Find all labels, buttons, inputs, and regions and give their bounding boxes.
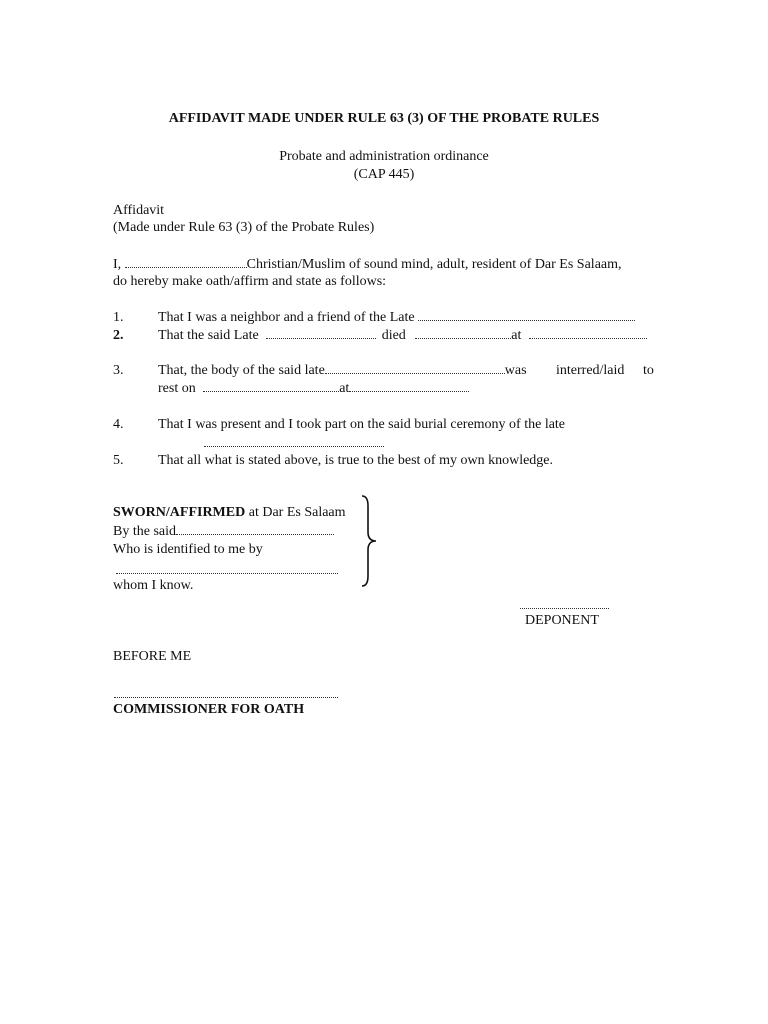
burial-place-blank — [349, 380, 469, 392]
affidavit-label: Affidavit — [113, 203, 165, 218]
body-name-blank — [325, 362, 505, 374]
by-the-said-label: By the said — [113, 524, 176, 539]
item-1-label: That I was a neighbor and a friend of the Late — [158, 310, 415, 325]
item-2-label-c: at — [511, 328, 522, 343]
late-name-blank — [418, 309, 635, 321]
item-3-label-a: That, the body of the said late — [158, 363, 325, 378]
identifier-blank — [116, 573, 338, 574]
intro-line-2: do hereby make oath/affirm and state as follows: — [113, 274, 387, 289]
sworn-label: SWORN/AFFIRMED — [113, 505, 246, 520]
item-4-number: 4. — [113, 417, 124, 432]
commissioner-signature-line — [114, 697, 338, 698]
before-me-label: BEFORE ME — [113, 649, 192, 664]
item-3-number: 3. — [113, 363, 124, 378]
intro-line-1 — [113, 256, 622, 273]
jurat-line-4: whom I know. — [113, 578, 194, 593]
item-3-label-c: interred/laid — [556, 363, 625, 378]
curly-brace-icon — [358, 494, 382, 588]
item-2-text — [158, 327, 647, 344]
item-1-text — [158, 309, 635, 326]
item-3-line-1 — [158, 362, 527, 379]
jurat-line-3: Who is identified to me by — [113, 542, 263, 557]
burial-date-blank — [203, 380, 339, 392]
commissioner-label: COMMISSIONER FOR OATH — [113, 702, 305, 717]
item-3-label-f: at — [339, 381, 350, 396]
deponent-label: DEPONENT — [525, 613, 599, 628]
document-title: AFFIDAVIT MADE UNDER RULE 63 (3) OF THE PROBATE RULES — [168, 111, 600, 126]
item-1-number: 1. — [113, 310, 124, 325]
sworn-place: at Dar Es Salaam — [248, 505, 346, 520]
affidavit-note: (Made under Rule 63 (3) of the Probate Rules) — [113, 220, 375, 235]
jurat-line-1 — [113, 504, 346, 521]
item-5-text: That all what is stated above, is true to the best of my own knowledge. — [158, 453, 554, 468]
item-3-label-e: rest on — [158, 381, 196, 396]
intro-rest: Christian/Muslim of sound mind, adult, resident of Dar Es Salaam, — [246, 257, 622, 272]
late-name-blank-2 — [204, 446, 384, 447]
name-blank — [125, 256, 247, 268]
jurat-line-2 — [113, 523, 334, 540]
item-2-label-b: died — [381, 328, 406, 343]
died-place-blank — [529, 327, 647, 339]
deponent-signature-line — [520, 608, 609, 609]
item-5-number: 5. — [113, 453, 124, 468]
intro-prefix: I, — [113, 257, 122, 272]
item-2-number: 2. — [113, 328, 124, 343]
item-3-label-d: to — [643, 363, 654, 378]
by-the-said-blank — [176, 523, 334, 535]
cap-number: (CAP 445) — [353, 167, 415, 182]
document-subtitle: Probate and administration ordinance — [279, 149, 489, 164]
late-blank — [266, 327, 376, 339]
item-3-line-2 — [158, 380, 469, 397]
item-4-text: That I was present and I took part on the said burial ceremony of the late — [158, 417, 566, 432]
died-date-blank — [415, 327, 511, 339]
item-3-label-b: was — [504, 363, 527, 378]
item-2-label-a: That the said Late — [158, 328, 259, 343]
